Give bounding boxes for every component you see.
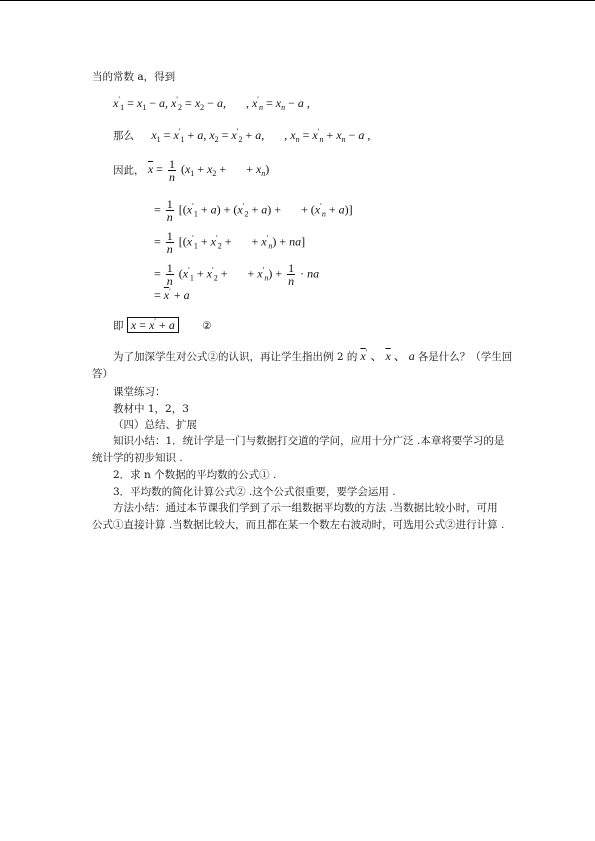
summary-title: （四）总结、扩展	[113, 419, 197, 431]
intro-text: 当的常数 a，得到	[92, 71, 176, 83]
fraction-one-over-n-2: $\frac{1}{n}$	[288, 261, 295, 288]
paragraph-line-1: 为了加深学生对公式②的认识，再让学生指出例 2 的 $\overline{x}'$ 、 $\overline{x}$ 、 a 各是什么？（学生回	[113, 348, 513, 363]
fraction-one-over-n: $\frac{1}{n}$	[166, 229, 173, 256]
equation-6: = $\frac{1}{n}$ ($x'_1 + x'_2$ + + $x'_n$) + $\frac{1}{n}$ · na	[154, 261, 320, 288]
fraction-one-over-n: $\frac{1}{n}$	[166, 261, 173, 288]
equation-8	[113, 318, 212, 333]
equation-8-prefix: 即	[113, 320, 124, 332]
equation-7: = $\overline{x}' + a$	[154, 287, 190, 302]
practice-items: 教材中 1，2，3	[113, 403, 189, 415]
intro-line	[92, 70, 175, 84]
equation-1: $x'_1 = x_1 - a$, $x'_2 = x_2 - a$, , $x'_n = x_n - a$ ,	[113, 95, 310, 112]
fraction-one-over-n: $\frac{1}{n}$	[168, 157, 175, 184]
equation-2: 那么 $x_1 = x'_1 + a$, $x_2 = x'_2 + a$, , $x_n = x'_n + x_n - a$ ,	[113, 127, 371, 144]
equation-5: = $\frac{1}{n}$ [($x'_1 + x'_2$ + + $x'_n) + na$]	[154, 229, 306, 256]
equation-3-prefix: 因此，	[113, 164, 145, 177]
method-summary-line-2: 公式①直接计算 .当数据比较大，而且都在某一个数左右波动时，可选用公式②进行计算 .	[92, 519, 505, 531]
page-top-border	[0, 0, 595, 1]
formula-marker: ②	[202, 320, 212, 332]
point-2: 2．求 n 个数据的平均数的公式① .	[113, 469, 277, 481]
knowledge-summary-line-1: 知识小结：1．统计学是一门与数据打交道的学问，应用十分广泛 .本章将要学习的是	[113, 435, 505, 447]
knowledge-summary-line-2: 统计学的初步知识 .	[92, 452, 183, 464]
boxed-formula: $\overline{x} = \overline{x}' + a$	[127, 317, 179, 333]
point-3: 3．平均数的简化计算公式② .这个公式很重要，要学会运用 .	[113, 486, 396, 498]
practice-title: 课堂练习：	[113, 386, 166, 398]
equation-2-prefix: 那么	[113, 130, 134, 142]
fraction-one-over-n: $\frac{1}{n}$	[166, 197, 173, 224]
equation-4: = $\frac{1}{n}$ [$(x'_1 + a) + (x'_2 + a)$ + + $(x'_n + a)$]	[154, 197, 353, 224]
paragraph-line-2: 答）	[92, 368, 113, 380]
equation-3: 因此， $\overline{x}$ = $\frac{1}{n}$ ($x_1 + x_2$ + + $x_n$)	[113, 157, 270, 184]
method-summary-line-1: 方法小结：通过本节课我们学到了示一组数据平均数的方法 .当数据比较小时，可用	[113, 502, 498, 514]
